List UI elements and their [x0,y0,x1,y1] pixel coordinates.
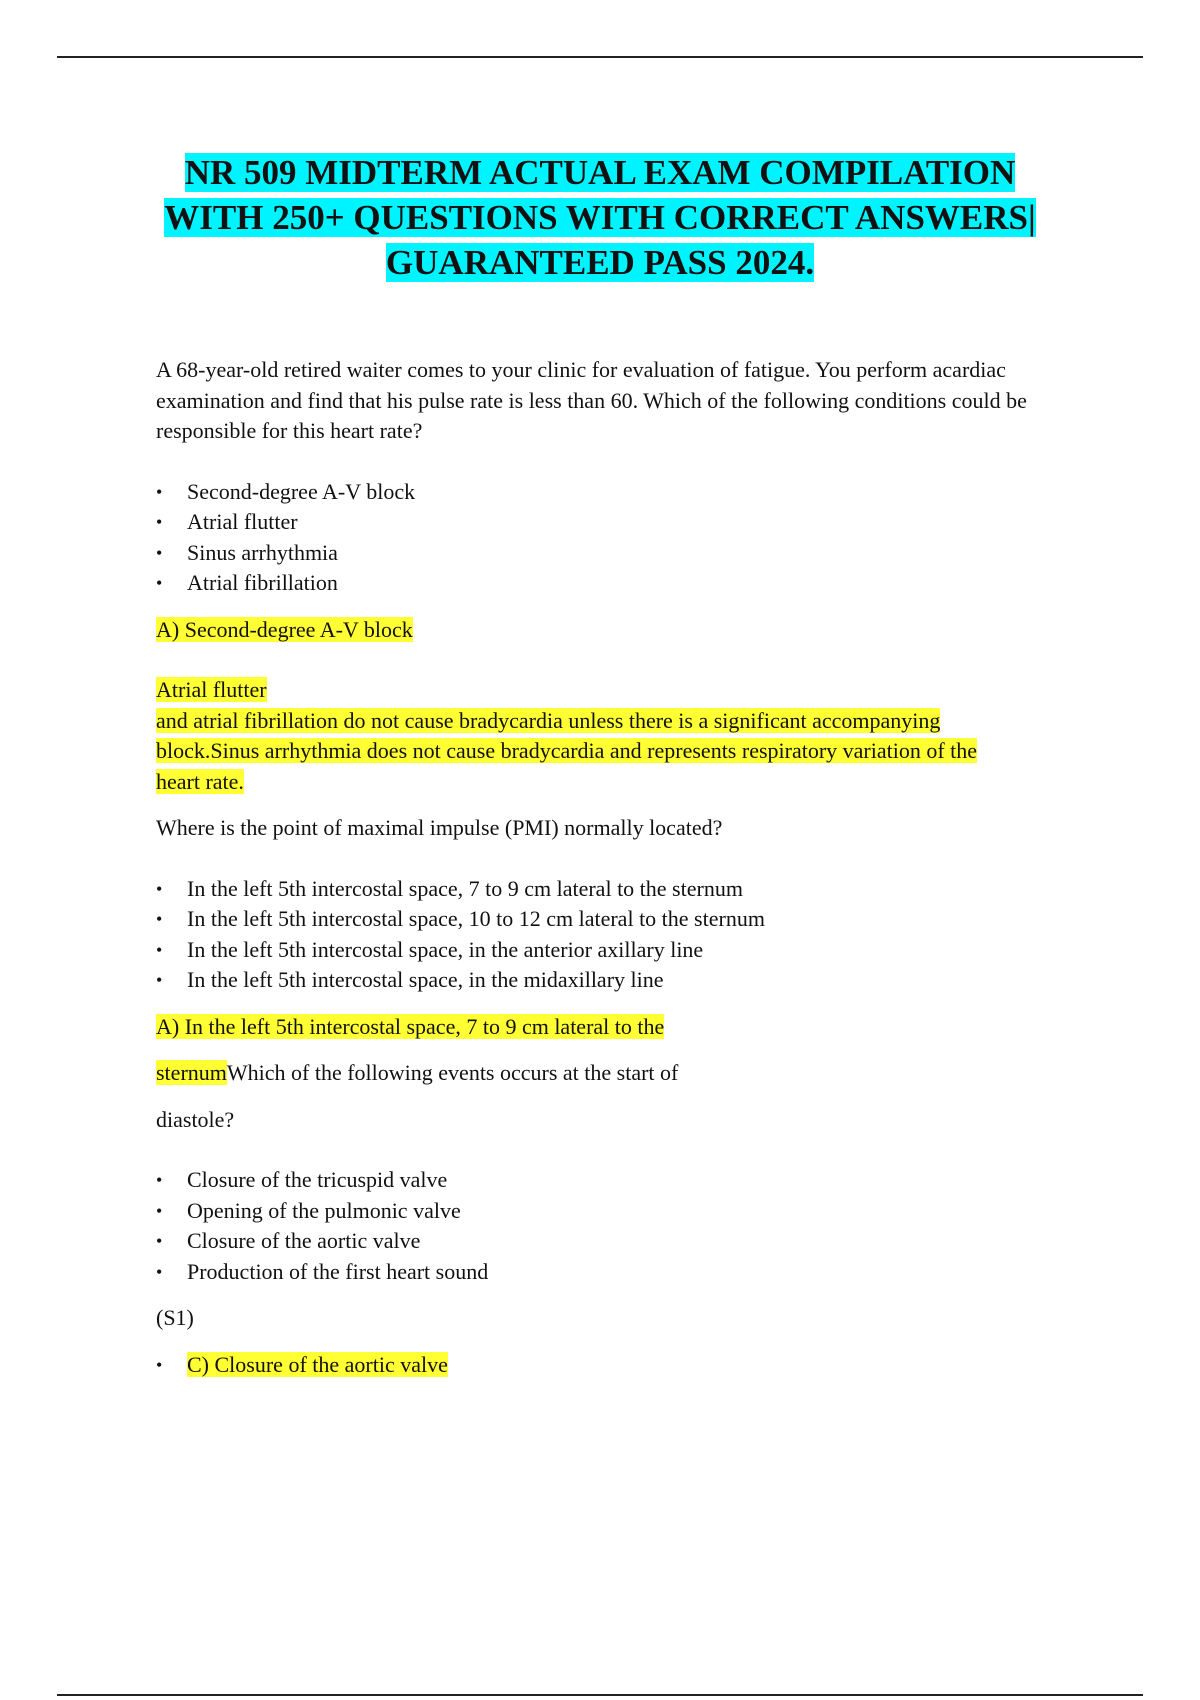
question-3-text-part2: diastole? [156,1106,235,1132]
question-1-text: A 68-year-old retired waiter comes to your clinic for evaluation of fatigue. You perform acardiac examination and find that his pulse rate is less than 60. Which of the following conditions could be responsible for this heart rate? [156,357,1027,443]
list-item [156,1350,1076,1381]
list-item: • Opening of the pulmonic valve [156,1196,1076,1227]
title-line-3: GUARANTEED PASS 2024. [385,243,815,282]
list-item: • Second-degree A-V block [156,477,1076,508]
question-3-text [156,1058,1076,1089]
question-3-options [156,1165,1076,1287]
list-item: • In the left 5th intercostal space, in the midaxillary line [156,965,1076,996]
list-item: • In the left 5th intercostal space, 7 to 9 cm lateral to the sternum [156,874,1076,905]
list-item: • Atrial flutter [156,507,1076,538]
question-2-text: Where is the point of maximal impulse (PMI) normally located? [156,815,723,840]
list-item: • Atrial fibrillation [156,568,1076,599]
title-line-1: NR 509 MIDTERM ACTUAL EXAM COMPILATION [184,153,1016,192]
question-3-answer [156,1350,1076,1381]
list-item: • Closure of the aortic valve [156,1226,1076,1257]
list-item: • Closure of the tricuspid valve [156,1165,1076,1196]
bottom-rule [57,1694,1143,1696]
answer-highlight: C) Closure of the aortic valve [187,1351,448,1377]
title-line-2: WITH 250+ QUESTIONS WITH CORRECT ANSWERS| [164,198,1036,237]
question-1-answer [156,615,1076,646]
question-1-explanation [156,675,1076,797]
question-2-options [156,874,1076,996]
list-item: • In the left 5th intercostal space, 10 to 12 cm lateral to the sternum [156,904,1076,935]
question-3-text-part1: Which of the following events occurs at the start of [226,1060,679,1085]
document-body [156,355,1076,1380]
document-title [100,150,1100,285]
explanation-line: heart rate. [156,768,244,794]
answer-highlight: A) Second-degree A-V block [156,616,413,642]
list-item: • Production of the first heart sound [156,1257,1076,1288]
answer-highlight: sternum [156,1060,227,1085]
answer-highlight: A) In the left 5th intercostal space, 7 to 9 cm lateral to the [156,1013,665,1039]
explanation-line: block.Sinus arrhythmia does not cause bradycardia and represents respiratory variation of the [156,738,978,763]
explanation-line: Atrial flutter [156,677,267,702]
explanation-line: and atrial fibrillation do not cause bradycardia unless there is a significant accompanying [156,707,941,733]
list-item: • In the left 5th intercostal space, in the anterior axillary line [156,935,1076,966]
top-rule [57,56,1143,58]
list-item: • Sinus arrhythmia [156,538,1076,569]
question-1-options [156,477,1076,599]
question-3-option-continuation: (S1) [156,1305,194,1330]
question-2-answer [156,1012,1076,1043]
